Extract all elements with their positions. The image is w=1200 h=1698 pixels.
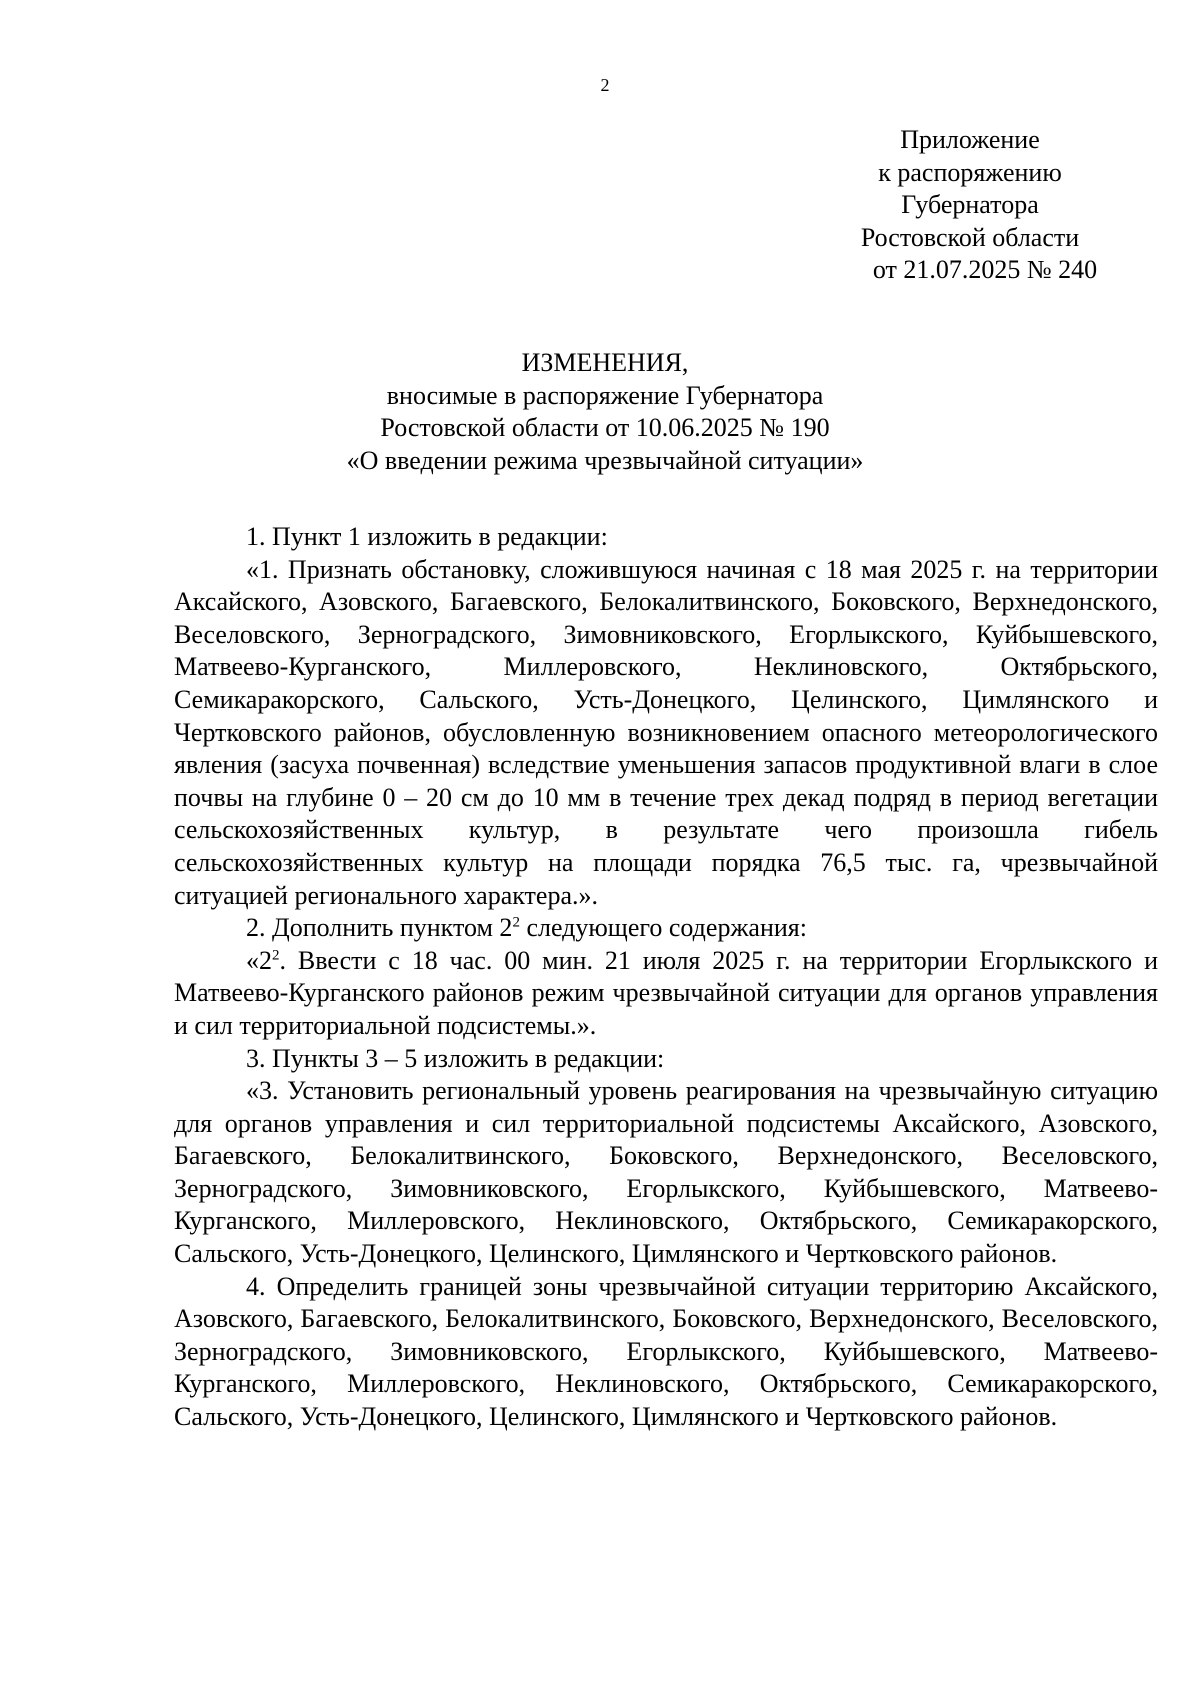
paragraph: 3. Пункты 3 – 5 изложить в редакции: [246, 1043, 665, 1073]
paragraph: 4. Определить границей зоны чрезвычайной ситуации территорию Аксайского, Азовского, Багаевского, Белокалитвинского, Боковского, Верхнедонского, Веселовского, Зерноградского, Зимовниковского, Егорлыкского, Куйбышевского, Матвеево-Курганского, Миллеровского, Неклиновского, Октябрьского, Семикаракорского, Сальского, Усть-Донецкого, Целинского, Цимлянского и Чертковского районов. [174, 1271, 1158, 1432]
heading-line: «О введении режима чрезвычайной ситуации» [346, 445, 864, 475]
paragraph-text: следующего содержания: [519, 913, 807, 943]
document-heading [0, 347, 1200, 477]
appendix-line: Ростовской области [860, 222, 1080, 252]
appendix-line: Губернатора [901, 190, 1039, 220]
paragraph: «3. Установить региональный уровень реагирования на чрезвычайную ситуацию для органов управления и сил территориальной подсистемы Аксайского, Азовского, Багаевского, Белокалитвинского, Боковского, Верхнедонского, Веселовского, Зерноградского, Зимовниковского, Егорлыкского, Куйбышевского, Матвеево-Курганского, Миллеровского, Неклиновского, Октябрьского, Семикаракорского, Сальского, Усть-Донецкого, Целинского, Цимлянского и Чертковского районов. [174, 1076, 1158, 1269]
paragraph [174, 912, 1158, 945]
document-body [174, 521, 1158, 1434]
paragraph [174, 945, 1158, 1043]
appendix-line: к распоряжению [878, 157, 1062, 187]
superscript: 2 [512, 914, 520, 931]
paragraph: «1. Признать обстановку, сложившуюся начиная с 18 мая 2025 г. на территории Аксайского, Азовского, Багаевского, Белокалитвинского, Боковского, Верхнедонского, Веселовского, Зерноградского, Зимовниковского, Егорлыкского, Куйбышевского, Матвеево-Курганского, Миллеровского, Неклиновского, Октябрьского, Семикаракорского, Сальского, Усть-Донецкого, Целинского, Цимлянского и Чертковского районов, обусловленную возникновением опасного метеорологического явления (засуха почвенная) вследствие уменьшения запасов продуктивной влаги в слое почвы на глубине 0 – 20 см до 10 мм в течение трех декад подряд в период вегетации сельскохозяйственных культур, в результате чего произошла гибель сельскохозяйственных культур на площади порядка 76,5 тыс. га, чрезвычайной ситуацией регионального характера.». [174, 554, 1158, 910]
paragraph-text: «2 [246, 945, 272, 975]
appendix-date-number: от 21.07.2025 № 240 [872, 255, 1098, 285]
paragraph-text: 2. Дополнить пунктом 2 [246, 913, 513, 943]
appendix-line: Приложение [900, 125, 1040, 154]
superscript: 2 [272, 947, 280, 964]
appendix-block [820, 124, 1120, 287]
heading-title: ИЗМЕНЕНИЯ, [521, 348, 689, 377]
paragraph-text: . Ввести с 18 час. 00 мин. 21 июля 2025 г. на территории Егорлыкского и Матвеево-Курганского районов режим чрезвычайной ситуации для органов управления и сил территориальной подсистемы.». [174, 945, 1158, 1040]
page-number: 2 [600, 75, 610, 95]
heading-line: Ростовской области от 10.06.2025 № 190 [380, 413, 830, 443]
paragraph: 1. Пункт 1 изложить в редакции: [246, 522, 608, 551]
heading-line: вносимые в распоряжение Губернатора [386, 380, 824, 410]
